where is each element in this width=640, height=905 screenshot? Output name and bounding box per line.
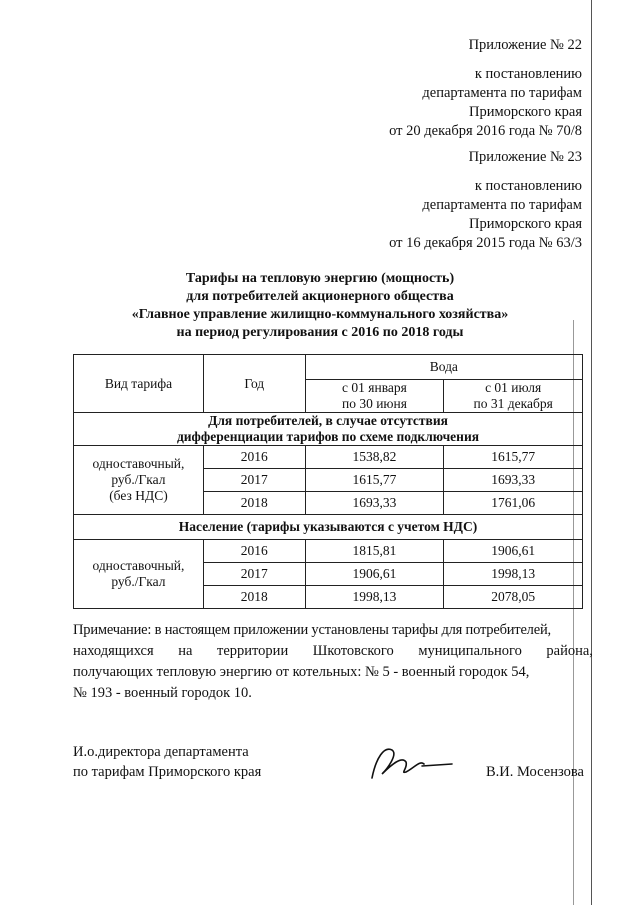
signatory-position bbox=[73, 742, 261, 782]
annex-23-date: от 16 декабря 2015 года № 63/3 bbox=[389, 235, 582, 251]
value-period-1: 1998,13 bbox=[305, 586, 444, 609]
annex-23-dept: департамента по тарифам bbox=[422, 197, 582, 213]
period-2-from: с 01 июля bbox=[485, 380, 542, 395]
header-period-1 bbox=[305, 380, 444, 413]
position-line-1: И.о.директора департамента bbox=[73, 744, 249, 760]
table-header-row bbox=[74, 355, 583, 380]
annex-23-number: Приложение № 23 bbox=[468, 149, 582, 165]
period-1-from: с 01 января bbox=[342, 380, 407, 395]
tariff-table bbox=[73, 354, 583, 609]
header-tariff-type: Вид тарифа bbox=[74, 355, 204, 413]
signatory-name: В.И. Мосензова bbox=[486, 764, 584, 780]
note-word: Шкотовского bbox=[312, 643, 394, 659]
period-2-to: по 31 декабря bbox=[473, 396, 553, 411]
header-year: Год bbox=[203, 355, 305, 413]
value-period-1: 1906,61 bbox=[305, 563, 444, 586]
period-1-to: по 30 июня bbox=[341, 396, 407, 411]
note-word: района, bbox=[546, 643, 593, 659]
year-cell: 2016 bbox=[203, 446, 305, 469]
section-1-line-1: Для потребителей, в случае отсутствия bbox=[208, 413, 448, 428]
annex-22-region: Приморского края bbox=[468, 104, 582, 120]
note-line-4: № 193 - военный городок 10. bbox=[73, 685, 252, 701]
section-2-row bbox=[74, 515, 583, 540]
annex-22-header bbox=[389, 36, 582, 141]
annex-23-header bbox=[389, 148, 582, 253]
s2-tariff-type bbox=[74, 540, 204, 609]
annex-22-date: от 20 декабря 2016 года № 70/8 bbox=[389, 123, 582, 139]
value-period-2: 2078,05 bbox=[444, 586, 583, 609]
s2-type-line-1: одноставочный, bbox=[92, 558, 185, 573]
year-cell: 2016 bbox=[203, 540, 305, 563]
s1-type-line-1: одноставочный, bbox=[92, 456, 185, 471]
section-1-line-2: дифференциации тарифов по схеме подключения bbox=[176, 429, 480, 444]
section-1-heading bbox=[74, 413, 583, 446]
handwritten-signature bbox=[362, 738, 462, 788]
s1-type-line-2: руб./Гкал bbox=[111, 472, 166, 487]
s1-tariff-type bbox=[74, 446, 204, 515]
scan-edge-line bbox=[591, 0, 592, 905]
title-line-3: «Главное управление жилищно-коммунального хозяйства» bbox=[131, 307, 509, 322]
value-period-2: 1693,33 bbox=[444, 469, 583, 492]
header-water: Вода bbox=[305, 355, 582, 380]
value-period-1: 1693,33 bbox=[305, 492, 444, 515]
note-word: территории bbox=[217, 643, 289, 659]
position-line-2: по тарифам Приморского края bbox=[73, 764, 262, 780]
table-row bbox=[74, 446, 583, 469]
note-word: находящихся bbox=[73, 643, 154, 659]
note-paragraph bbox=[73, 620, 593, 704]
title-line-4: на период регулирования с 2016 по 2018 годы bbox=[176, 325, 464, 340]
section-2-heading: Население (тарифы указываются с учетом НДС) bbox=[74, 515, 583, 540]
title-line-1: Тарифы на тепловую энергию (мощность) bbox=[185, 271, 455, 286]
value-period-2: 1761,06 bbox=[444, 492, 583, 515]
note-line-3: получающих тепловую энергию от котельных: № 5 - военный городок 54, bbox=[73, 664, 530, 680]
annex-22-ref: к постановлению bbox=[474, 66, 582, 82]
s2-type-line-2: руб./Гкал bbox=[111, 574, 166, 589]
annex-22-dept: департамента по тарифам bbox=[422, 85, 582, 101]
note-word: на bbox=[178, 643, 193, 659]
s1-type-line-3: (без НДС) bbox=[109, 488, 168, 503]
value-period-2: 1615,77 bbox=[444, 446, 583, 469]
year-cell: 2017 bbox=[203, 563, 305, 586]
title-line-2: для потребителей акционерного общества bbox=[186, 289, 454, 304]
note-word: муниципального bbox=[418, 643, 522, 659]
year-cell: 2018 bbox=[203, 586, 305, 609]
document-title bbox=[0, 270, 640, 342]
value-period-1: 1615,77 bbox=[305, 469, 444, 492]
value-period-2: 1998,13 bbox=[444, 563, 583, 586]
value-period-1: 1815,81 bbox=[305, 540, 444, 563]
annex-23-ref: к постановлению bbox=[474, 178, 582, 194]
table-row bbox=[74, 540, 583, 563]
annex-22-number: Приложение № 22 bbox=[468, 37, 582, 53]
annex-23-region: Приморского края bbox=[468, 216, 582, 232]
value-period-1: 1538,82 bbox=[305, 446, 444, 469]
section-1-row bbox=[74, 413, 583, 446]
note-line-2 bbox=[73, 641, 593, 662]
year-cell: 2017 bbox=[203, 469, 305, 492]
header-period-2 bbox=[444, 380, 583, 413]
year-cell: 2018 bbox=[203, 492, 305, 515]
value-period-2: 1906,61 bbox=[444, 540, 583, 563]
note-line-1: Примечание: в настоящем приложении установлены тарифы для потребителей, bbox=[73, 622, 551, 638]
